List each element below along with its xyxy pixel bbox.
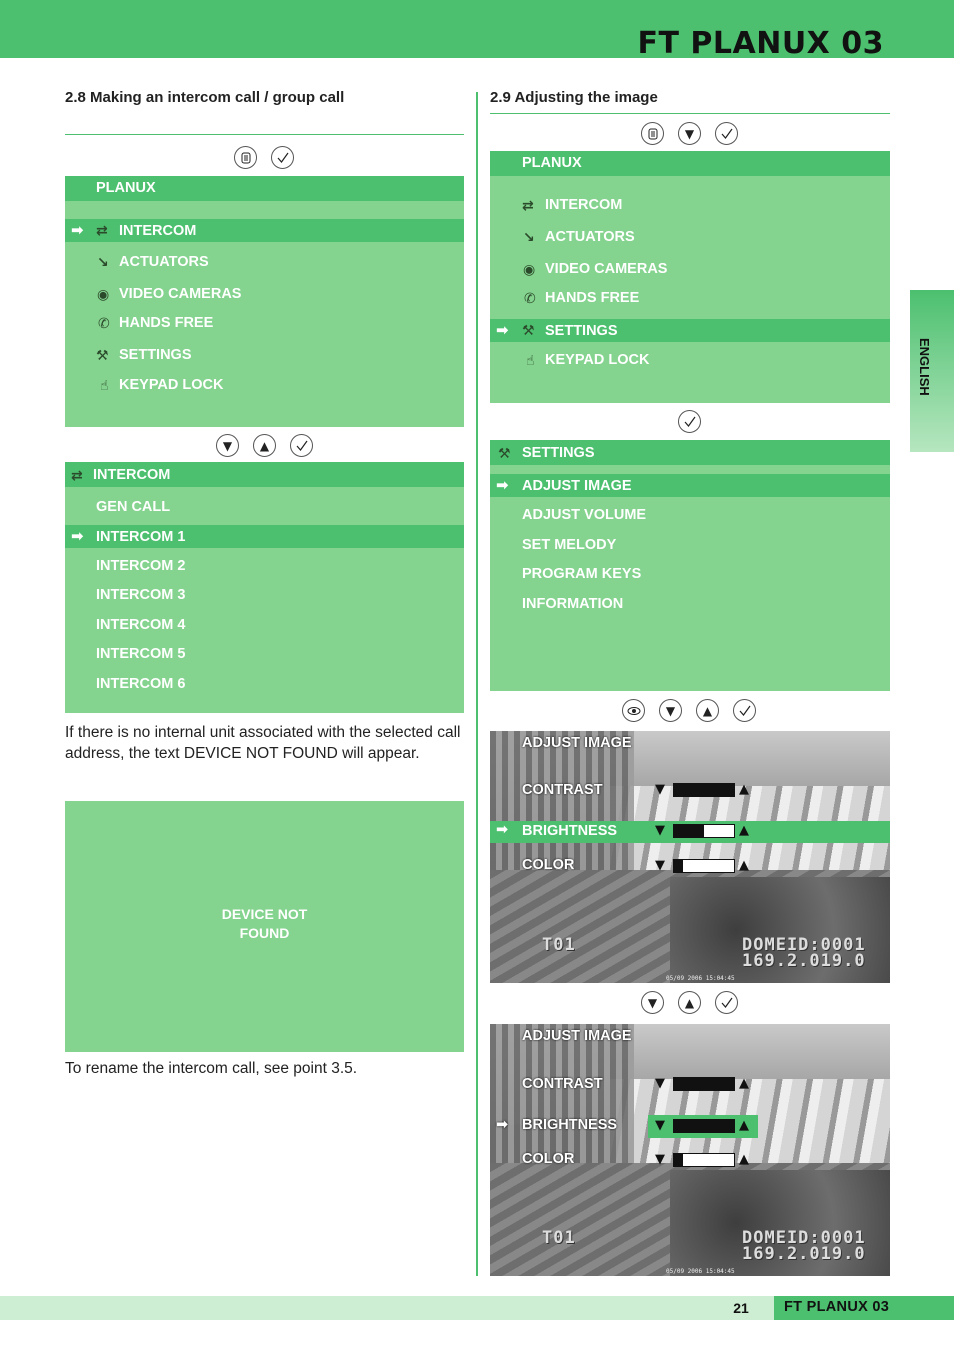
menu-item-intercom[interactable]: ➡ ⇄ INTERCOM: [65, 219, 464, 242]
color-level-bar[interactable]: [673, 1153, 735, 1167]
confirm-key-icon: [715, 991, 738, 1014]
wrench-icon: ⚒: [96, 346, 109, 363]
page-header: [0, 0, 954, 61]
increase-icon[interactable]: ▲: [739, 1118, 749, 1133]
header-title: FT PLANUX 03: [637, 26, 884, 61]
contrast-level-bar[interactable]: [673, 1077, 735, 1091]
confirm-key-icon: [271, 146, 294, 169]
section-title-intercom: 2.8 Making an intercom call / group call: [65, 89, 345, 106]
menu-key-icon: [641, 122, 664, 145]
display-title: PLANUX: [522, 155, 582, 171]
actuators-icon: ↘: [97, 253, 109, 270]
key-sequence: [622, 699, 756, 722]
column-divider: [476, 92, 478, 1276]
selection-arrow-icon: ➡: [496, 322, 509, 339]
intercom-icon: ⇄: [96, 222, 108, 238]
wrench-icon: ⚒: [522, 322, 535, 338]
contrast-label[interactable]: CONTRAST: [522, 1076, 603, 1092]
hand-icon: ☝: [526, 351, 535, 368]
contrast-label[interactable]: CONTRAST: [522, 782, 603, 798]
decrease-icon[interactable]: ▼: [655, 782, 665, 797]
intercom-icon: ⇄: [522, 196, 534, 213]
selection-arrow-icon: ➡: [496, 822, 509, 838]
brightness-level-bar[interactable]: [673, 824, 735, 838]
paragraph-rename: To rename the intercom call, see point 3.5.: [65, 1060, 358, 1077]
intercom-icon: ⇄: [71, 466, 83, 483]
menu-item-gen-call[interactable]: GEN CALL: [96, 499, 171, 515]
display-device-not-found: [65, 801, 464, 1052]
language-tab: [910, 290, 954, 452]
menu-item-program-keys[interactable]: PROGRAM KEYS: [522, 566, 642, 582]
camera-id-overlay: T01: [542, 1228, 576, 1248]
section-rule: [490, 113, 890, 114]
brightness-label[interactable]: BRIGHTNESS: [522, 1117, 618, 1133]
color-label[interactable]: COLOR: [522, 1151, 575, 1167]
selection-arrow-icon: ➡: [496, 1117, 509, 1133]
menu-item-intercom-4[interactable]: INTERCOM 4: [96, 617, 186, 633]
camera-image-adjust-1: [490, 731, 890, 983]
confirm-key-icon: [290, 434, 313, 457]
up-key-icon: ▲: [696, 699, 719, 722]
key-sequence: [678, 410, 701, 433]
menu-item-hands-free[interactable]: ✆ HANDS FREE: [524, 289, 640, 306]
up-key-icon: ▲: [678, 991, 701, 1014]
hand-icon: ☝: [100, 376, 109, 393]
adjust-image-title: ADJUST IMAGE: [522, 1028, 632, 1044]
eye-key-icon: [622, 699, 645, 722]
menu-item-video-cameras[interactable]: ◉ VIDEO CAMERAS: [523, 260, 668, 277]
timestamp-overlay: 05/09 2006 15:04:45: [666, 975, 735, 982]
increase-icon[interactable]: ▲: [739, 1076, 749, 1091]
increase-icon[interactable]: ▲: [739, 782, 749, 797]
selection-arrow-icon: ➡: [71, 528, 84, 545]
footer-product-box: [774, 1296, 954, 1320]
section-rule: [65, 134, 464, 135]
confirm-key-icon: [715, 122, 738, 145]
down-key-icon: ▼: [216, 434, 239, 457]
key-sequence: [234, 146, 294, 169]
menu-item-actuators[interactable]: ↘ ACTUATORS: [523, 228, 635, 245]
footer-product-name: FT PLANUX 03: [784, 1299, 890, 1315]
selection-arrow-icon: ➡: [496, 477, 509, 494]
wrench-icon: ⚒: [498, 444, 511, 461]
menu-item-adjust-volume[interactable]: ADJUST VOLUME: [522, 507, 647, 523]
down-key-icon: ▼: [659, 699, 682, 722]
section-title-adjust-image: 2.9 Adjusting the image: [490, 89, 658, 106]
contrast-level-bar[interactable]: [673, 783, 735, 797]
menu-item-video-cameras[interactable]: ◉ VIDEO CAMERAS: [97, 285, 242, 302]
menu-item-intercom-1[interactable]: ➡ INTERCOM 1: [65, 525, 464, 548]
menu-item-intercom-6[interactable]: INTERCOM 6: [96, 676, 186, 692]
page-number: 21: [733, 1300, 749, 1316]
menu-item-intercom-3[interactable]: INTERCOM 3: [96, 587, 186, 603]
brightness-level-bar[interactable]: [673, 1119, 735, 1133]
display-title: PLANUX: [96, 180, 156, 196]
brightness-label[interactable]: BRIGHTNESS: [522, 823, 618, 839]
increase-icon[interactable]: ▲: [739, 823, 749, 838]
ip-address-overlay: 169.2.019.0: [742, 951, 866, 971]
menu-item-set-melody[interactable]: SET MELODY: [522, 537, 617, 553]
phone-icon: ✆: [524, 289, 536, 306]
phone-icon: ✆: [98, 314, 110, 331]
actuators-icon: ↘: [523, 228, 535, 245]
confirm-key-icon: [733, 699, 756, 722]
menu-item-keypad-lock[interactable]: ☝ KEYPAD LOCK: [526, 351, 650, 368]
adjust-image-title: ADJUST IMAGE: [522, 735, 632, 751]
decrease-icon[interactable]: ▼: [655, 1076, 665, 1091]
menu-item-intercom-2[interactable]: INTERCOM 2: [96, 558, 186, 574]
decrease-icon[interactable]: ▼: [655, 858, 665, 873]
display-title: ⇄ INTERCOM: [71, 466, 171, 483]
menu-item-settings[interactable]: ➡ ⚒ SETTINGS: [490, 319, 890, 342]
decrease-icon[interactable]: ▼: [655, 823, 665, 838]
selection-arrow-icon: ➡: [71, 222, 84, 239]
eye-icon: ◉: [97, 285, 110, 302]
key-sequence: [641, 991, 738, 1014]
key-sequence: [216, 434, 313, 457]
menu-item-hands-free[interactable]: ✆ HANDS FREE: [98, 314, 214, 331]
dome-id-overlay: DOMEID:0001: [742, 1228, 866, 1248]
decrease-icon[interactable]: ▼: [655, 1118, 665, 1133]
up-key-icon: ▲: [253, 434, 276, 457]
color-label[interactable]: COLOR: [522, 857, 575, 873]
menu-item-settings[interactable]: ⚒ SETTINGS: [96, 346, 192, 363]
device-not-found-message: DEVICE NOT FOUND: [221, 906, 308, 941]
display-planux-menu: [65, 176, 464, 427]
increase-icon[interactable]: ▲: [739, 1152, 749, 1167]
timestamp-overlay: 05/09 2006 15:04:45: [666, 1268, 735, 1275]
ip-address-overlay: 169.2.019.0: [742, 1244, 866, 1264]
paragraph-device-not-found: If there is no internal unit associated with the selected call address, the text DEVICE NOT FOUND will appear.: [65, 724, 461, 762]
language-tab-label: ENGLISH: [917, 338, 932, 396]
down-key-icon: ▼: [678, 122, 701, 145]
confirm-key-icon: [678, 410, 701, 433]
camera-image-adjust-2: [490, 1024, 890, 1276]
menu-item-intercom-5[interactable]: INTERCOM 5: [96, 646, 186, 662]
dome-id-overlay: DOMEID:0001: [742, 935, 866, 955]
menu-item-information[interactable]: INFORMATION: [522, 596, 624, 612]
menu-key-icon: [234, 146, 257, 169]
menu-item-intercom[interactable]: ⇄ INTERCOM: [522, 196, 623, 213]
display-intercom-menu: [65, 462, 464, 713]
color-level-bar[interactable]: [673, 859, 735, 873]
eye-icon: ◉: [523, 260, 536, 277]
camera-id-overlay: T01: [542, 935, 576, 955]
menu-item-adjust-image[interactable]: ➡ ADJUST IMAGE: [490, 474, 890, 497]
menu-item-keypad-lock[interactable]: ☝ KEYPAD LOCK: [100, 376, 224, 393]
decrease-icon[interactable]: ▼: [655, 1152, 665, 1167]
display-title: ⚒ SETTINGS: [498, 444, 595, 461]
key-sequence: [641, 122, 738, 145]
increase-icon[interactable]: ▲: [739, 858, 749, 873]
display-planux-menu-right: [490, 151, 890, 403]
display-settings-menu: [490, 440, 890, 691]
menu-item-actuators[interactable]: ↘ ACTUATORS: [97, 253, 209, 270]
down-key-icon: ▼: [641, 991, 664, 1014]
